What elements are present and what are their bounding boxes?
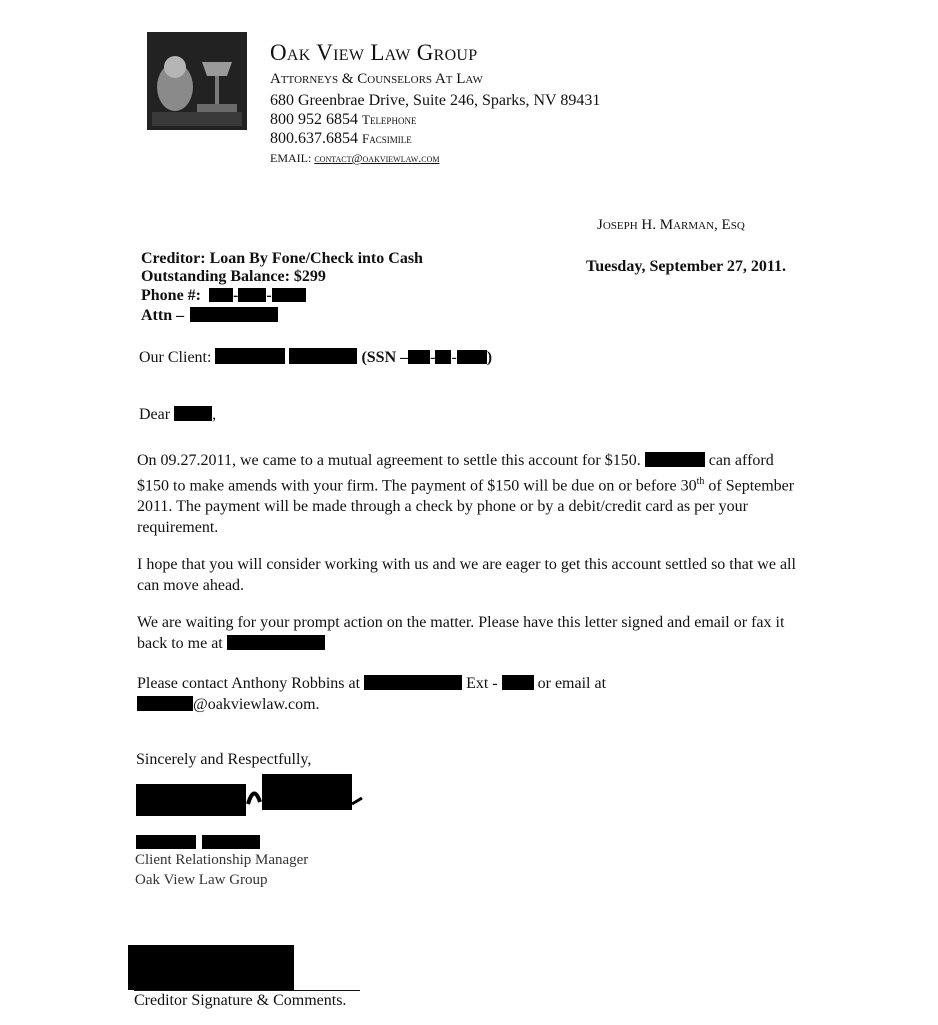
client-label: Our Client:	[139, 349, 212, 366]
signature-line	[134, 990, 360, 991]
redaction-bar	[215, 348, 285, 364]
firm-fax	[270, 130, 412, 148]
p3-text: We are waiting for your prompt action on the matter. Please have this letter signed and email or fax it back to me at	[137, 614, 785, 652]
creditor-signature-redacted	[128, 945, 294, 990]
redaction-bar	[457, 350, 487, 364]
paragraph-contact	[137, 673, 809, 715]
redaction-bar	[289, 348, 357, 364]
signature-redacted	[136, 774, 366, 824]
redaction-bar	[137, 696, 193, 711]
attn-label: Attn –	[141, 307, 185, 324]
salutation-text: Dear	[139, 406, 171, 423]
redaction-bar	[408, 350, 430, 364]
redaction-bar	[435, 350, 451, 364]
redaction-bar	[174, 406, 212, 421]
redaction-bar	[227, 635, 325, 650]
p4-part-b: or email at	[537, 675, 607, 692]
redaction-bar	[238, 288, 266, 302]
client-line: Our Client: (SSN – - - )	[139, 349, 493, 366]
redaction-bar	[364, 675, 462, 690]
paragraph-settlement	[137, 450, 809, 538]
letter-date: Tuesday, September 27, 2011.	[586, 258, 787, 275]
redaction-bar	[190, 307, 278, 322]
firm-email	[270, 151, 440, 166]
creditor-name: Creditor: Loan By Fone/Check into Cash	[141, 250, 423, 267]
ssn-close: )	[486, 349, 493, 366]
redaction-bar	[645, 452, 705, 467]
email-link[interactable]: contact@oakviewlaw.com	[314, 151, 440, 165]
firm-tagline: Attorneys & Counselors At Law	[270, 71, 483, 87]
creditor-attn	[141, 307, 278, 325]
signer-company: Oak View Law Group	[135, 872, 268, 888]
telephone-label: Telephone	[362, 112, 417, 127]
creditor-phone: Phone #: - -	[141, 287, 306, 305]
closing: Sincerely and Respectfully,	[136, 751, 312, 768]
attorney-name: Joseph H. Marman, Esq	[597, 217, 745, 233]
firm-logo-image	[147, 32, 247, 130]
fax-label: Facsimile	[362, 131, 412, 146]
redaction-bar	[502, 675, 534, 690]
p4-part-a: Please contact Anthony Robbins at	[137, 675, 361, 692]
redaction-bar	[136, 835, 196, 849]
p4-email-domain: @oakviewlaw.com.	[193, 696, 320, 713]
p4-ext-label: Ext -	[466, 675, 498, 692]
signer-name-redacted	[136, 834, 260, 852]
redaction-bar	[272, 288, 306, 302]
redaction-bar	[209, 288, 233, 302]
firm-telephone	[270, 111, 416, 129]
fax-number: 800.637.6854	[270, 130, 358, 147]
salutation: Dear ,	[139, 406, 217, 423]
phone-label: Phone #:	[141, 287, 201, 304]
paragraph-prompt-action	[137, 612, 809, 654]
p1-part-a: On 09.27.2011, we came to a mutual agreement to settle this account for $150.	[137, 452, 641, 469]
creditor-signature-label: Creditor Signature & Comments.	[134, 992, 347, 1009]
p1-part-c: of September 2011. The payment will be made through a check by phone or by a debit/credit card as per your requirement.	[137, 477, 795, 537]
p1-part-b: can afford $150 to make amends with your firm. The payment of $150 will be due on or before 30	[137, 452, 774, 495]
p1-superscript: th	[696, 476, 705, 487]
telephone-number: 800 952 6854	[270, 111, 358, 128]
paragraph-hope: I hope that you will consider working with us and we are eager to get this account settled so that we all can move ahead.	[137, 556, 796, 594]
email-label: EMAIL:	[270, 151, 312, 165]
signer-title: Client Relationship Manager	[135, 852, 309, 868]
firm-name: Oak View Law Group	[270, 40, 478, 65]
redaction-bar	[202, 835, 260, 849]
outstanding-balance: Outstanding Balance: $299	[141, 268, 326, 285]
ssn-label: (SSN –	[361, 349, 409, 366]
firm-address: 680 Greenbrae Drive, Suite 246, Sparks, NV 89431	[270, 92, 601, 109]
